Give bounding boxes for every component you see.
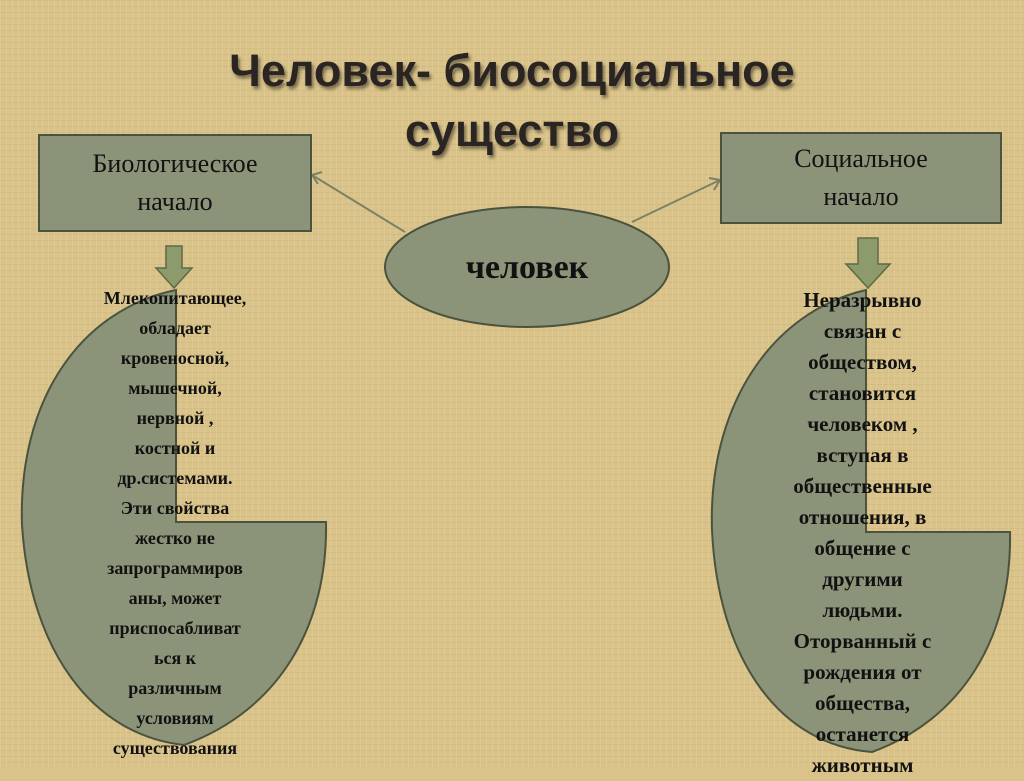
social-box-label: Социальное начало xyxy=(794,144,928,211)
biological-box xyxy=(38,134,312,232)
slide-title-line2: существо xyxy=(404,105,620,156)
biological-description: Млекопитающее, обладает кровеносной, мышечной, нервной , костной и др.системами. Эти свойства жестко не запрограммиров аны, может приспосабливат ься к различным условиям существования xyxy=(103,288,247,758)
biological-box-label: Биологическое начало xyxy=(92,149,258,216)
social-description: Неразрывно связан с обществом, становится человеком , вступая в общественные отношения, в общение с другими людьми. Оторванный с рождения от общества, останется животным xyxy=(793,288,932,777)
social-box xyxy=(720,132,1002,224)
center-label: человек xyxy=(465,249,589,286)
slide-title-line1: Человек- биосоциальное xyxy=(229,45,795,96)
